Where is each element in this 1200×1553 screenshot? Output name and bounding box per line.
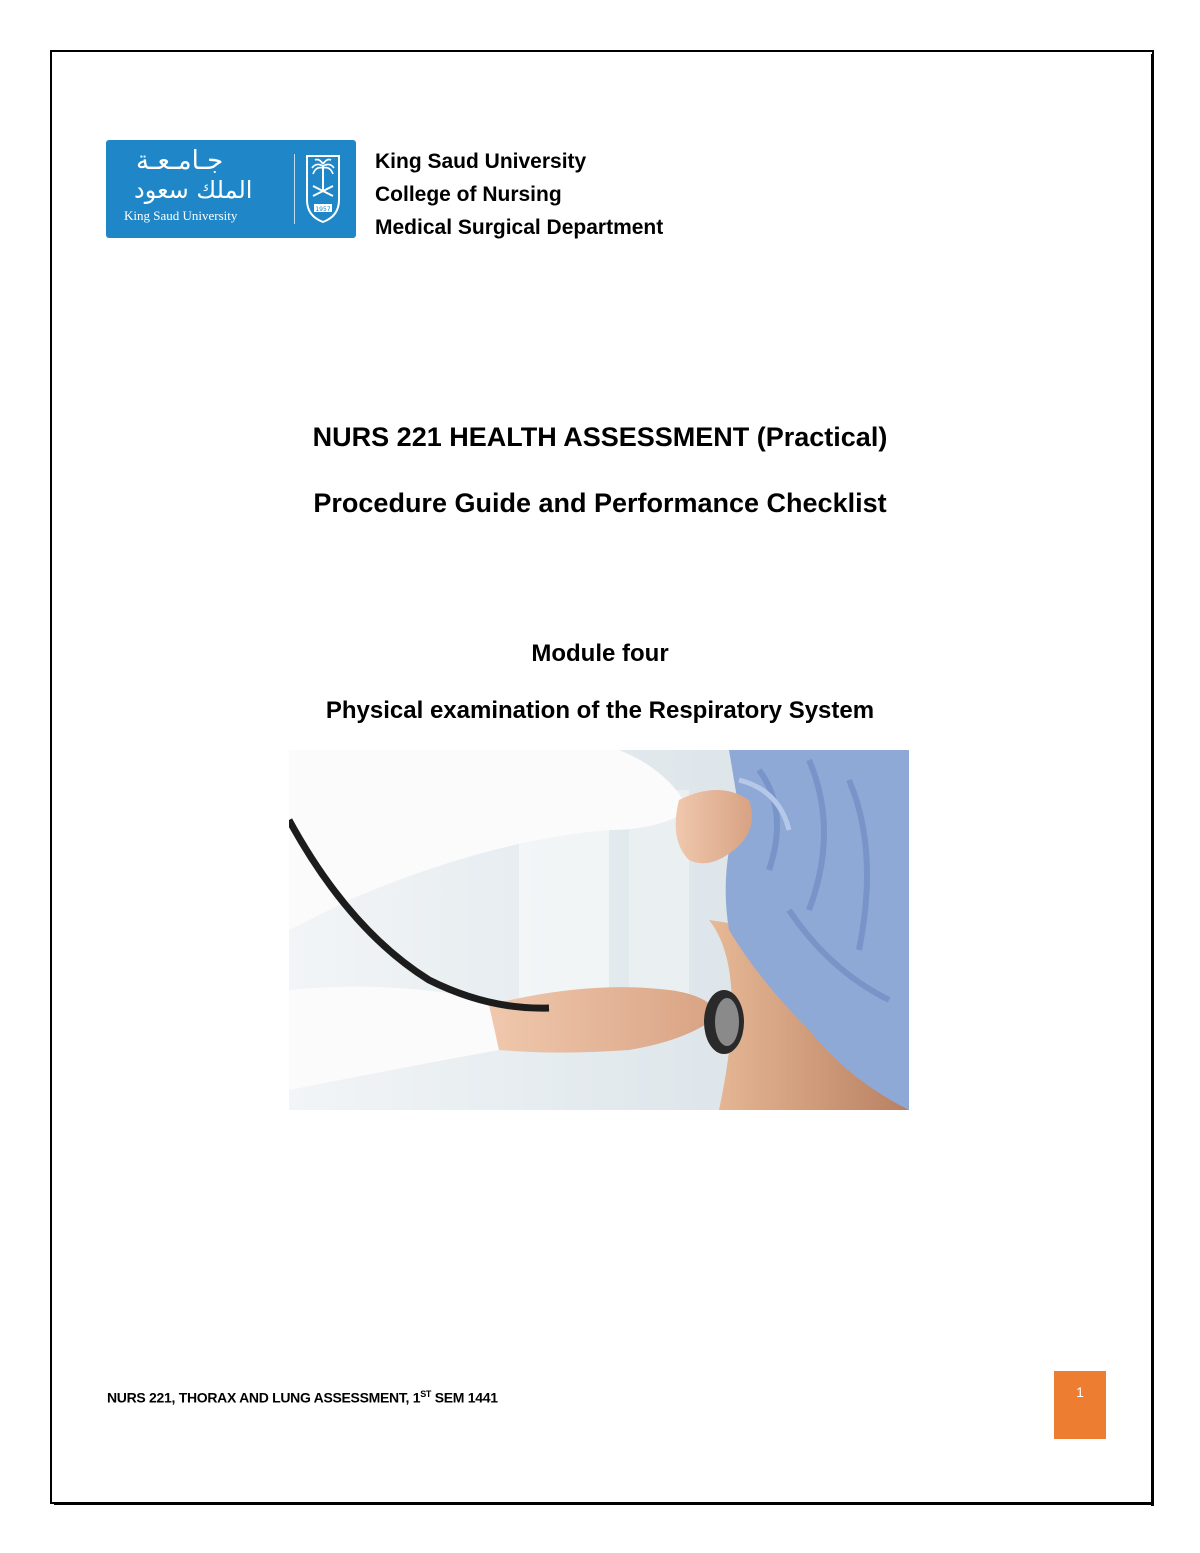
logo-arabic-line1: جـامـعـة (136, 146, 224, 176)
logo-year: 1957 (315, 206, 331, 213)
footer-prefix: NURS 221, THORAX AND LUNG ASSESSMENT, 1 (107, 1389, 421, 1406)
document-subtitle: Procedure Guide and Performance Checklist (313, 488, 887, 518)
footer-running-title (107, 1389, 498, 1406)
page-number: 1 (1076, 1384, 1084, 1400)
footer-suffix: SEM 1441 (431, 1389, 498, 1406)
course-title: NURS 221 HEALTH ASSESSMENT (Practical) (312, 422, 888, 452)
institution-block (375, 145, 663, 244)
institution-university: King Saud University (375, 150, 587, 173)
logo-arabic-line2: الملك سعود (134, 176, 253, 204)
module-topic: Physical examination of the Respiratory System (325, 697, 875, 724)
page-number-box (1054, 1371, 1106, 1439)
institution-department: Medical Surgical Department (375, 216, 664, 239)
page-border-shadow-right (1151, 54, 1154, 1506)
palm-swords-emblem-icon (304, 152, 342, 224)
logo-divider (294, 154, 295, 224)
logo-english-name: King Saud University (124, 208, 238, 223)
institution-college: College of Nursing (375, 183, 562, 206)
stethoscope-exam-photo (289, 750, 909, 1110)
footer-superscript: ST (420, 1389, 432, 1399)
page-border-shadow-bottom (54, 1502, 1154, 1505)
university-logo (106, 140, 356, 238)
module-label: Module four (531, 640, 669, 667)
